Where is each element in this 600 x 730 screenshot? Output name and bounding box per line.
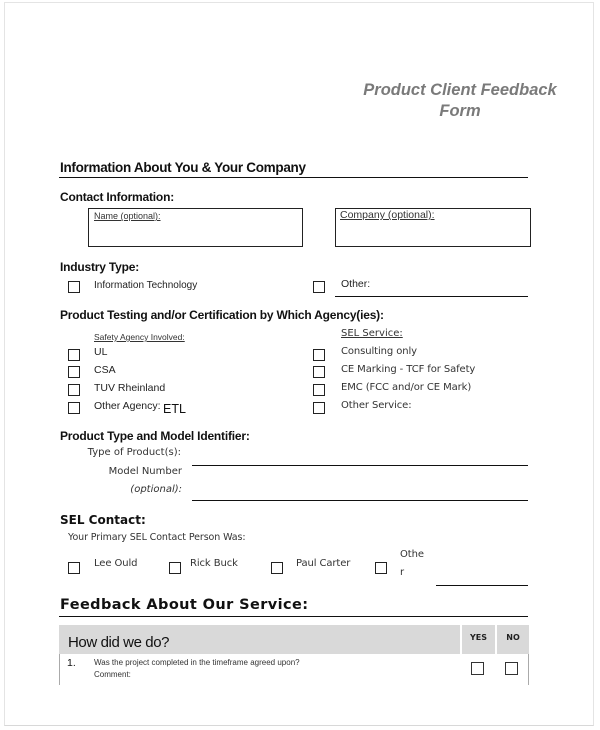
row-no-checkbox[interactable] bbox=[505, 662, 518, 675]
service-emc-checkbox[interactable] bbox=[313, 384, 325, 396]
info-section-heading: Information About You & Your Company bbox=[60, 160, 306, 175]
row-yes-checkbox[interactable] bbox=[471, 662, 484, 675]
agency-csa-label: CSA bbox=[94, 364, 116, 376]
name-field-label: Name (optional): bbox=[94, 211, 161, 221]
contact-rick-label: Rick Buck bbox=[190, 558, 238, 569]
info-section-rule bbox=[59, 177, 528, 178]
feedback-table-title: How did we do? bbox=[68, 634, 170, 651]
document-title-line1: Product Client Feedback bbox=[363, 81, 557, 99]
sel-service-label: SEL Service: bbox=[341, 328, 403, 339]
feedback-heading: Feedback About Our Service: bbox=[60, 597, 309, 613]
model-number-optional-label: (optional): bbox=[130, 484, 182, 495]
agency-other-value[interactable]: ETL bbox=[163, 402, 186, 416]
testing-heading: Product Testing and/or Certification by Which Agency(ies): bbox=[60, 308, 384, 322]
industry-other-label: Other: bbox=[341, 278, 371, 290]
product-heading: Product Type and Model Identifier: bbox=[60, 429, 250, 443]
agency-other-label: Other Agency: bbox=[94, 400, 161, 412]
contact-lee-checkbox[interactable] bbox=[68, 562, 80, 574]
feedback-table-header-question bbox=[59, 625, 460, 654]
product-type-input[interactable] bbox=[192, 465, 528, 466]
table-row bbox=[59, 654, 529, 685]
col-no-label: NO bbox=[506, 633, 520, 642]
product-type-label: Type of Product(s): bbox=[87, 447, 181, 458]
row-left-border bbox=[59, 654, 60, 685]
agency-csa-checkbox[interactable] bbox=[68, 366, 80, 378]
agency-ul-checkbox[interactable] bbox=[68, 349, 80, 361]
service-other-checkbox[interactable] bbox=[313, 402, 325, 414]
industry-it-label: Information Technology bbox=[94, 280, 198, 291]
contact-other-input[interactable] bbox=[436, 585, 528, 586]
feedback-table bbox=[59, 625, 529, 685]
service-other-label: Other Service: bbox=[341, 400, 412, 411]
service-consulting-label: Consulting only bbox=[341, 346, 417, 357]
contact-paul-label: Paul Carter bbox=[296, 558, 351, 569]
contact-info-heading: Contact Information: bbox=[60, 190, 174, 204]
agency-tuv-label: TUV Rheinland bbox=[94, 382, 166, 394]
contact-lee-label: Lee Ould bbox=[94, 558, 138, 569]
model-number-label: Model Number bbox=[108, 466, 182, 477]
document-title bbox=[340, 80, 580, 122]
company-field[interactable] bbox=[335, 208, 531, 247]
agency-other-checkbox[interactable] bbox=[68, 402, 80, 414]
contact-other-checkbox[interactable] bbox=[375, 562, 387, 574]
row-number: 1. bbox=[67, 657, 76, 669]
agency-ul-label: UL bbox=[94, 346, 108, 358]
feedback-table-header-no bbox=[497, 625, 529, 654]
service-ce-checkbox[interactable] bbox=[313, 366, 325, 378]
row-question bbox=[94, 657, 300, 681]
industry-it-checkbox[interactable] bbox=[68, 281, 80, 293]
contact-other-label-line1: Othe bbox=[400, 549, 424, 560]
document-title-line2: Form bbox=[439, 102, 481, 120]
service-ce-label: CE Marking - TCF for Safety bbox=[341, 364, 476, 375]
feedback-table-header-yes bbox=[462, 625, 495, 654]
contact-other-label-line2: r bbox=[400, 567, 405, 578]
contact-paul-checkbox[interactable] bbox=[271, 562, 283, 574]
industry-other-input[interactable] bbox=[335, 296, 528, 297]
row-right-border bbox=[528, 654, 529, 685]
name-field[interactable] bbox=[88, 208, 303, 247]
industry-type-heading: Industry Type: bbox=[60, 260, 139, 274]
col-yes-label: YES bbox=[469, 633, 488, 642]
sel-contact-prompt: Your Primary SEL Contact Person Was: bbox=[68, 532, 246, 543]
model-number-input[interactable] bbox=[192, 500, 528, 501]
row-comment-label: Comment: bbox=[94, 670, 131, 679]
feedback-rule bbox=[59, 616, 528, 617]
safety-agency-label: Safety Agency Involved: bbox=[94, 332, 185, 342]
service-consulting-checkbox[interactable] bbox=[313, 349, 325, 361]
agency-tuv-checkbox[interactable] bbox=[68, 384, 80, 396]
service-emc-label: EMC (FCC and/or CE Mark) bbox=[341, 382, 472, 393]
industry-other-checkbox[interactable] bbox=[313, 281, 325, 293]
row-question-text: Was the project completed in the timeframe agreed upon? bbox=[94, 658, 300, 667]
company-field-label: Company (optional): bbox=[340, 209, 435, 221]
sel-contact-heading: SEL Contact: bbox=[60, 513, 146, 527]
contact-rick-checkbox[interactable] bbox=[169, 562, 181, 574]
